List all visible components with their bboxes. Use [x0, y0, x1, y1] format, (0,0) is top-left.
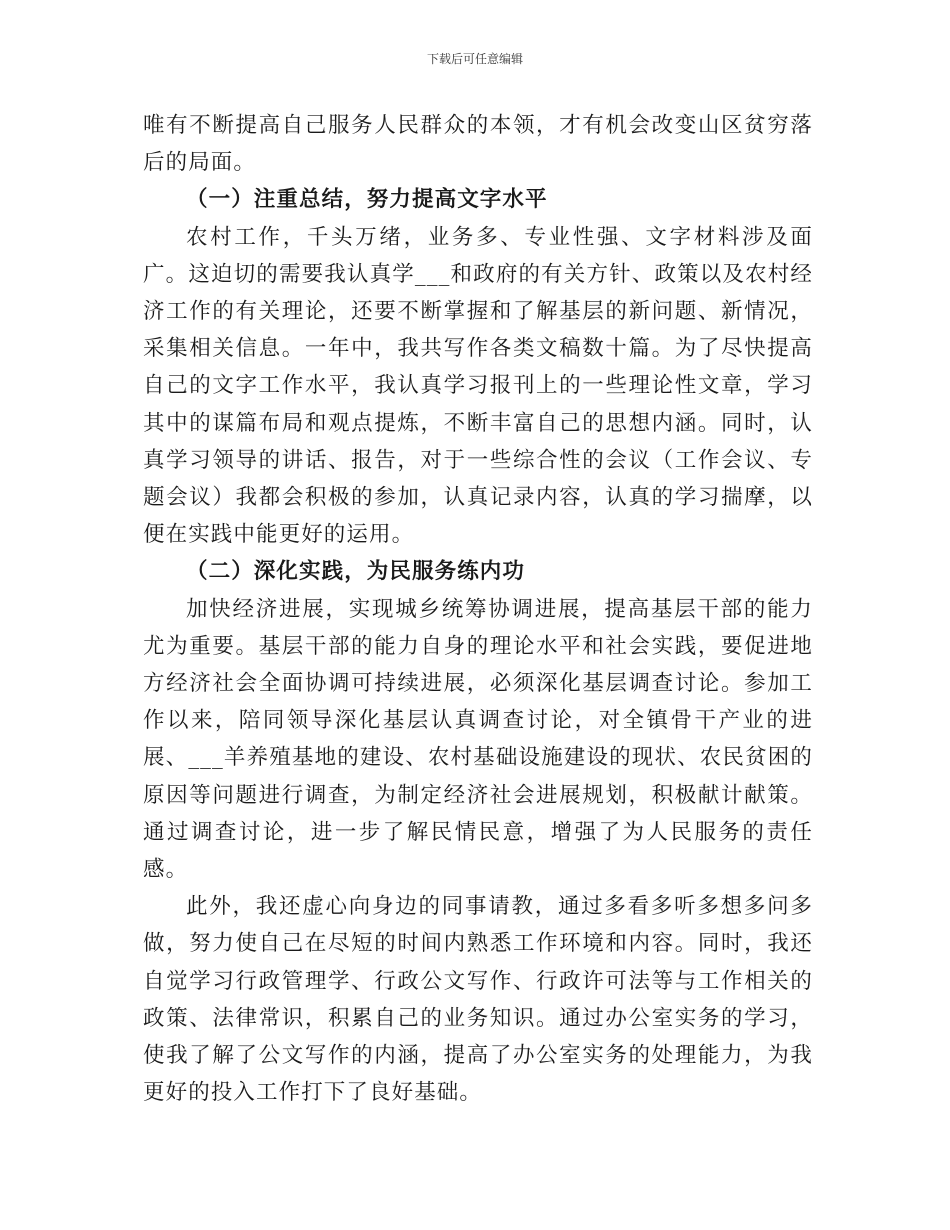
document-body [143, 107, 813, 1111]
section-heading-1: （一）注重总结，努力提高文字水平 [186, 187, 548, 213]
paragraph-continuation: 唯有不断提高自己服务人民群众的本领，才有机会改变山区贫穷落后的局面。 [143, 113, 813, 176]
paragraph-writing-skills: 农村工作，千头万绪，业务多、专业性强、文字材料涉及面广。这迫切的需要我认真学___和政府的有关方针、政策以及农村经济工作的有关理论，还要不断掌握和了解基层的新问题、新情况，采集相关信息。一年中，我共写作各类文稿数十篇。为了尽快提高自己的文字工作水平，我认真学习报刊上的一些理论性文章，学习其中的谋篇布局和观点提炼，不断丰富自己的思想内涵。同时，认真学习领导的讲话、报告，对于一些综合性的会议（工作会议、专题会议）我都会积极的参加，认真记录内容，认真的学习揣摩，以便在实践中能更好的运用。 [143, 224, 813, 548]
paragraph-learning: 此外，我还虚心向身边的同事请教，通过多看多听多想多问多做，努力使自己在尽短的时间内熟悉工作环境和内容。同时，我还自觉学习行政管理学、行政公文写作、行政许可法等与工作相关的政策、法律常识，积累自己的业务知识。通过办公室实务的学习，使我了解了公文写作的内涵，提高了办公室实务的处理能力，为我更好的投入工作打下了良好基础。 [143, 894, 813, 1106]
paragraph-practice: 加快经济进展，实现城乡统筹协调进展，提高基层干部的能力尤为重要。基层干部的能力自身的理论水平和社会实践，要促进地方经济社会全面协调可持续进展，必须深化基层调查讨论。参加工作以来，陪同领导深化基层认真调查讨论，对全镇骨干产业的进展、___羊养殖基地的建设、农村基础设施建设的现状、农民贫困的原因等问题进行调查，为制定经济社会进展规划，积极献计献策。通过调查讨论，进一步了解民情民意，增强了为人民服务的责任感。 [143, 596, 813, 883]
section-heading-2: （二）深化实践，为民服务练内功 [186, 559, 526, 585]
page-header-note: 下载后可任意编辑 [426, 52, 523, 66]
